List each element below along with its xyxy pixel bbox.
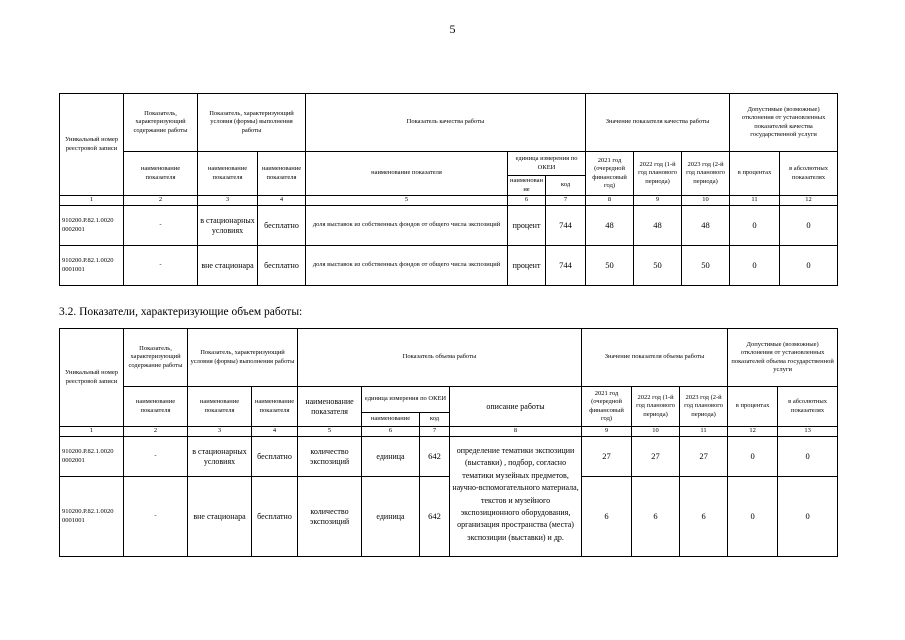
- column-number: 9: [582, 427, 632, 437]
- indicator-value: количество экспозиций: [298, 477, 362, 557]
- header-name-indicator: наименование показателя: [188, 387, 252, 427]
- indicator-value: доля выставок из собственных фондов от общего числа экспозиций: [306, 206, 508, 246]
- header-name-indicator: наименование показателя: [124, 152, 198, 196]
- column-number: 2: [124, 427, 188, 437]
- header-okei: единица измерения по ОКЕИ: [362, 387, 450, 413]
- header-quality: Показатель качества работы: [306, 94, 586, 152]
- page-number: 5: [449, 22, 456, 36]
- header-year-3: 2023 год (2-й год планового периода): [682, 152, 730, 196]
- header-indicator-name: наименование показателя: [298, 387, 362, 427]
- year-1-value: 48: [586, 206, 634, 246]
- header-year-2: 2022 год (1-й год планового периода): [634, 152, 682, 196]
- unit-code: 744: [546, 206, 586, 246]
- column-number: 13: [778, 427, 838, 437]
- column-number: 8: [586, 196, 634, 206]
- table-row: [60, 477, 838, 557]
- column-number: 7: [420, 427, 450, 437]
- header-value: Значение показателя качества работы: [586, 94, 730, 152]
- column-number: 4: [252, 427, 298, 437]
- header-deviation: Допустимые (возможные) отклонения от установленных показателей качества государственной услуги: [730, 94, 838, 152]
- unit-name: единица: [362, 477, 420, 557]
- header-okei-name: наименование: [362, 413, 420, 427]
- header-absolute: в абсолютных показателях: [780, 152, 838, 196]
- year-3-value: 27: [680, 437, 728, 477]
- header-percent: в процентах: [730, 152, 780, 196]
- deviation-percent: 0: [728, 477, 778, 557]
- condition-value: бесплатно: [258, 206, 306, 246]
- header-year-1: 2021 год (очередной финансовый год): [586, 152, 634, 196]
- year-3-value: 50: [682, 246, 730, 286]
- header-conditions: Показатель, характеризующий условия (формы) выполнения работы: [188, 329, 298, 387]
- header-unique-number: Уникальный номер реестровой записи: [60, 94, 124, 196]
- column-number: 5: [298, 427, 362, 437]
- year-2-value: 27: [632, 437, 680, 477]
- condition-value: бесплатно: [252, 437, 298, 477]
- registry-code: 910200.Р.82.1.0020 0001001: [60, 246, 124, 286]
- unit-name: единица: [362, 437, 420, 477]
- indicator-value: количество экспозиций: [298, 437, 362, 477]
- column-number: 10: [682, 196, 730, 206]
- section-title: 3.2. Показатели, характеризующие объем работы:: [59, 306, 303, 318]
- year-1-value: 27: [582, 437, 632, 477]
- header-year-1: 2021 год (очередной финансовый год): [582, 387, 632, 427]
- header-indicator-name: наименование показателя: [306, 152, 508, 196]
- header-content: Показатель, характеризующий содержание работы: [124, 329, 188, 387]
- column-number: 6: [362, 427, 420, 437]
- unit-code: 642: [420, 437, 450, 477]
- column-number-row: [60, 196, 838, 206]
- condition-value: бесплатно: [258, 246, 306, 286]
- column-number: 12: [728, 427, 778, 437]
- deviation-absolute: 0: [778, 477, 838, 557]
- year-2-value: 50: [634, 246, 682, 286]
- column-number: 7: [546, 196, 586, 206]
- registry-code: 910200.Р.82.1.0020 0001001: [60, 477, 124, 557]
- deviation-percent: 0: [730, 206, 780, 246]
- year-2-value: 48: [634, 206, 682, 246]
- column-number: 11: [730, 196, 780, 206]
- work-description: определение тематики экспозиции (выставки) , подбор, согласно тематики музейных предметов, научно-вспомогательного материала, текстов и музейного экспозиционного оборудования, организация пространства (места) экспозиции (выставки) и др.: [450, 437, 582, 557]
- column-number: 9: [634, 196, 682, 206]
- deviation-absolute: 0: [778, 437, 838, 477]
- registry-code: 910200.Р.82.1.0020 0002001: [60, 206, 124, 246]
- header-percent: в процентах: [728, 387, 778, 427]
- column-number: 1: [60, 196, 124, 206]
- column-number: 11: [680, 427, 728, 437]
- column-number-row: [60, 427, 838, 437]
- column-number: 8: [450, 427, 582, 437]
- content-value: -: [124, 246, 198, 286]
- column-number: 1: [60, 427, 124, 437]
- table-row: [60, 246, 838, 286]
- deviation-percent: 0: [728, 437, 778, 477]
- unit-name: процент: [508, 206, 546, 246]
- header-year-3: 2023 год (2-й год планового периода): [680, 387, 728, 427]
- volume-indicators-table: [59, 328, 838, 557]
- quality-indicators-table: [59, 93, 838, 286]
- condition-value: вне стационара: [188, 477, 252, 557]
- year-3-value: 48: [682, 206, 730, 246]
- year-2-value: 6: [632, 477, 680, 557]
- condition-value: в стационарных условиях: [188, 437, 252, 477]
- header-volume: Показатель объема работы: [298, 329, 582, 387]
- column-number: 4: [258, 196, 306, 206]
- table-row: [60, 437, 838, 477]
- column-number: 3: [188, 427, 252, 437]
- content-value: -: [124, 477, 188, 557]
- deviation-percent: 0: [730, 246, 780, 286]
- header-name-indicator: наименование показателя: [252, 387, 298, 427]
- header-year-2: 2022 год (1-й год планового периода): [632, 387, 680, 427]
- content-value: -: [124, 437, 188, 477]
- header-okei-code: код: [420, 413, 450, 427]
- year-1-value: 50: [586, 246, 634, 286]
- column-number: 2: [124, 196, 198, 206]
- header-okei-code: код: [546, 176, 586, 196]
- year-3-value: 6: [680, 477, 728, 557]
- year-1-value: 6: [582, 477, 632, 557]
- header-content: Показатель, характеризующий содержание работы: [124, 94, 198, 152]
- column-number: 5: [306, 196, 508, 206]
- unit-name: процент: [508, 246, 546, 286]
- unit-code: 642: [420, 477, 450, 557]
- registry-code: 910200.Р.82.1.0020 0002001: [60, 437, 124, 477]
- table-row: [60, 206, 838, 246]
- header-okei: единица измерения по ОКЕИ: [508, 152, 586, 176]
- column-number: 10: [632, 427, 680, 437]
- condition-value: вне стационара: [198, 246, 258, 286]
- condition-value: бесплатно: [252, 477, 298, 557]
- header-conditions: Показатель, характеризующий условия (формы) выполнения работы: [198, 94, 306, 152]
- header-description: описание работы: [450, 387, 582, 427]
- deviation-absolute: 0: [780, 246, 838, 286]
- header-name-indicator: наименование показателя: [124, 387, 188, 427]
- header-absolute: в абсолютных показателях: [778, 387, 838, 427]
- header-unique-number: Уникальный номер реестровой записи: [60, 329, 124, 427]
- deviation-absolute: 0: [780, 206, 838, 246]
- unit-code: 744: [546, 246, 586, 286]
- column-number: 12: [780, 196, 838, 206]
- condition-value: в стационарных условиях: [198, 206, 258, 246]
- column-number: 6: [508, 196, 546, 206]
- header-name-indicator: наименование показателя: [198, 152, 258, 196]
- header-deviation: Допустимые (возможные) отклонения от установленных показателей объема государственной услуги: [728, 329, 838, 387]
- column-number: 3: [198, 196, 258, 206]
- header-name-indicator: наименование показателя: [258, 152, 306, 196]
- indicator-value: доля выставок из собственных фондов от общего числа экспозиций: [306, 246, 508, 286]
- header-okei-name: наименование: [508, 176, 546, 196]
- header-value: Значение показателя объема работы: [582, 329, 728, 387]
- content-value: -: [124, 206, 198, 246]
